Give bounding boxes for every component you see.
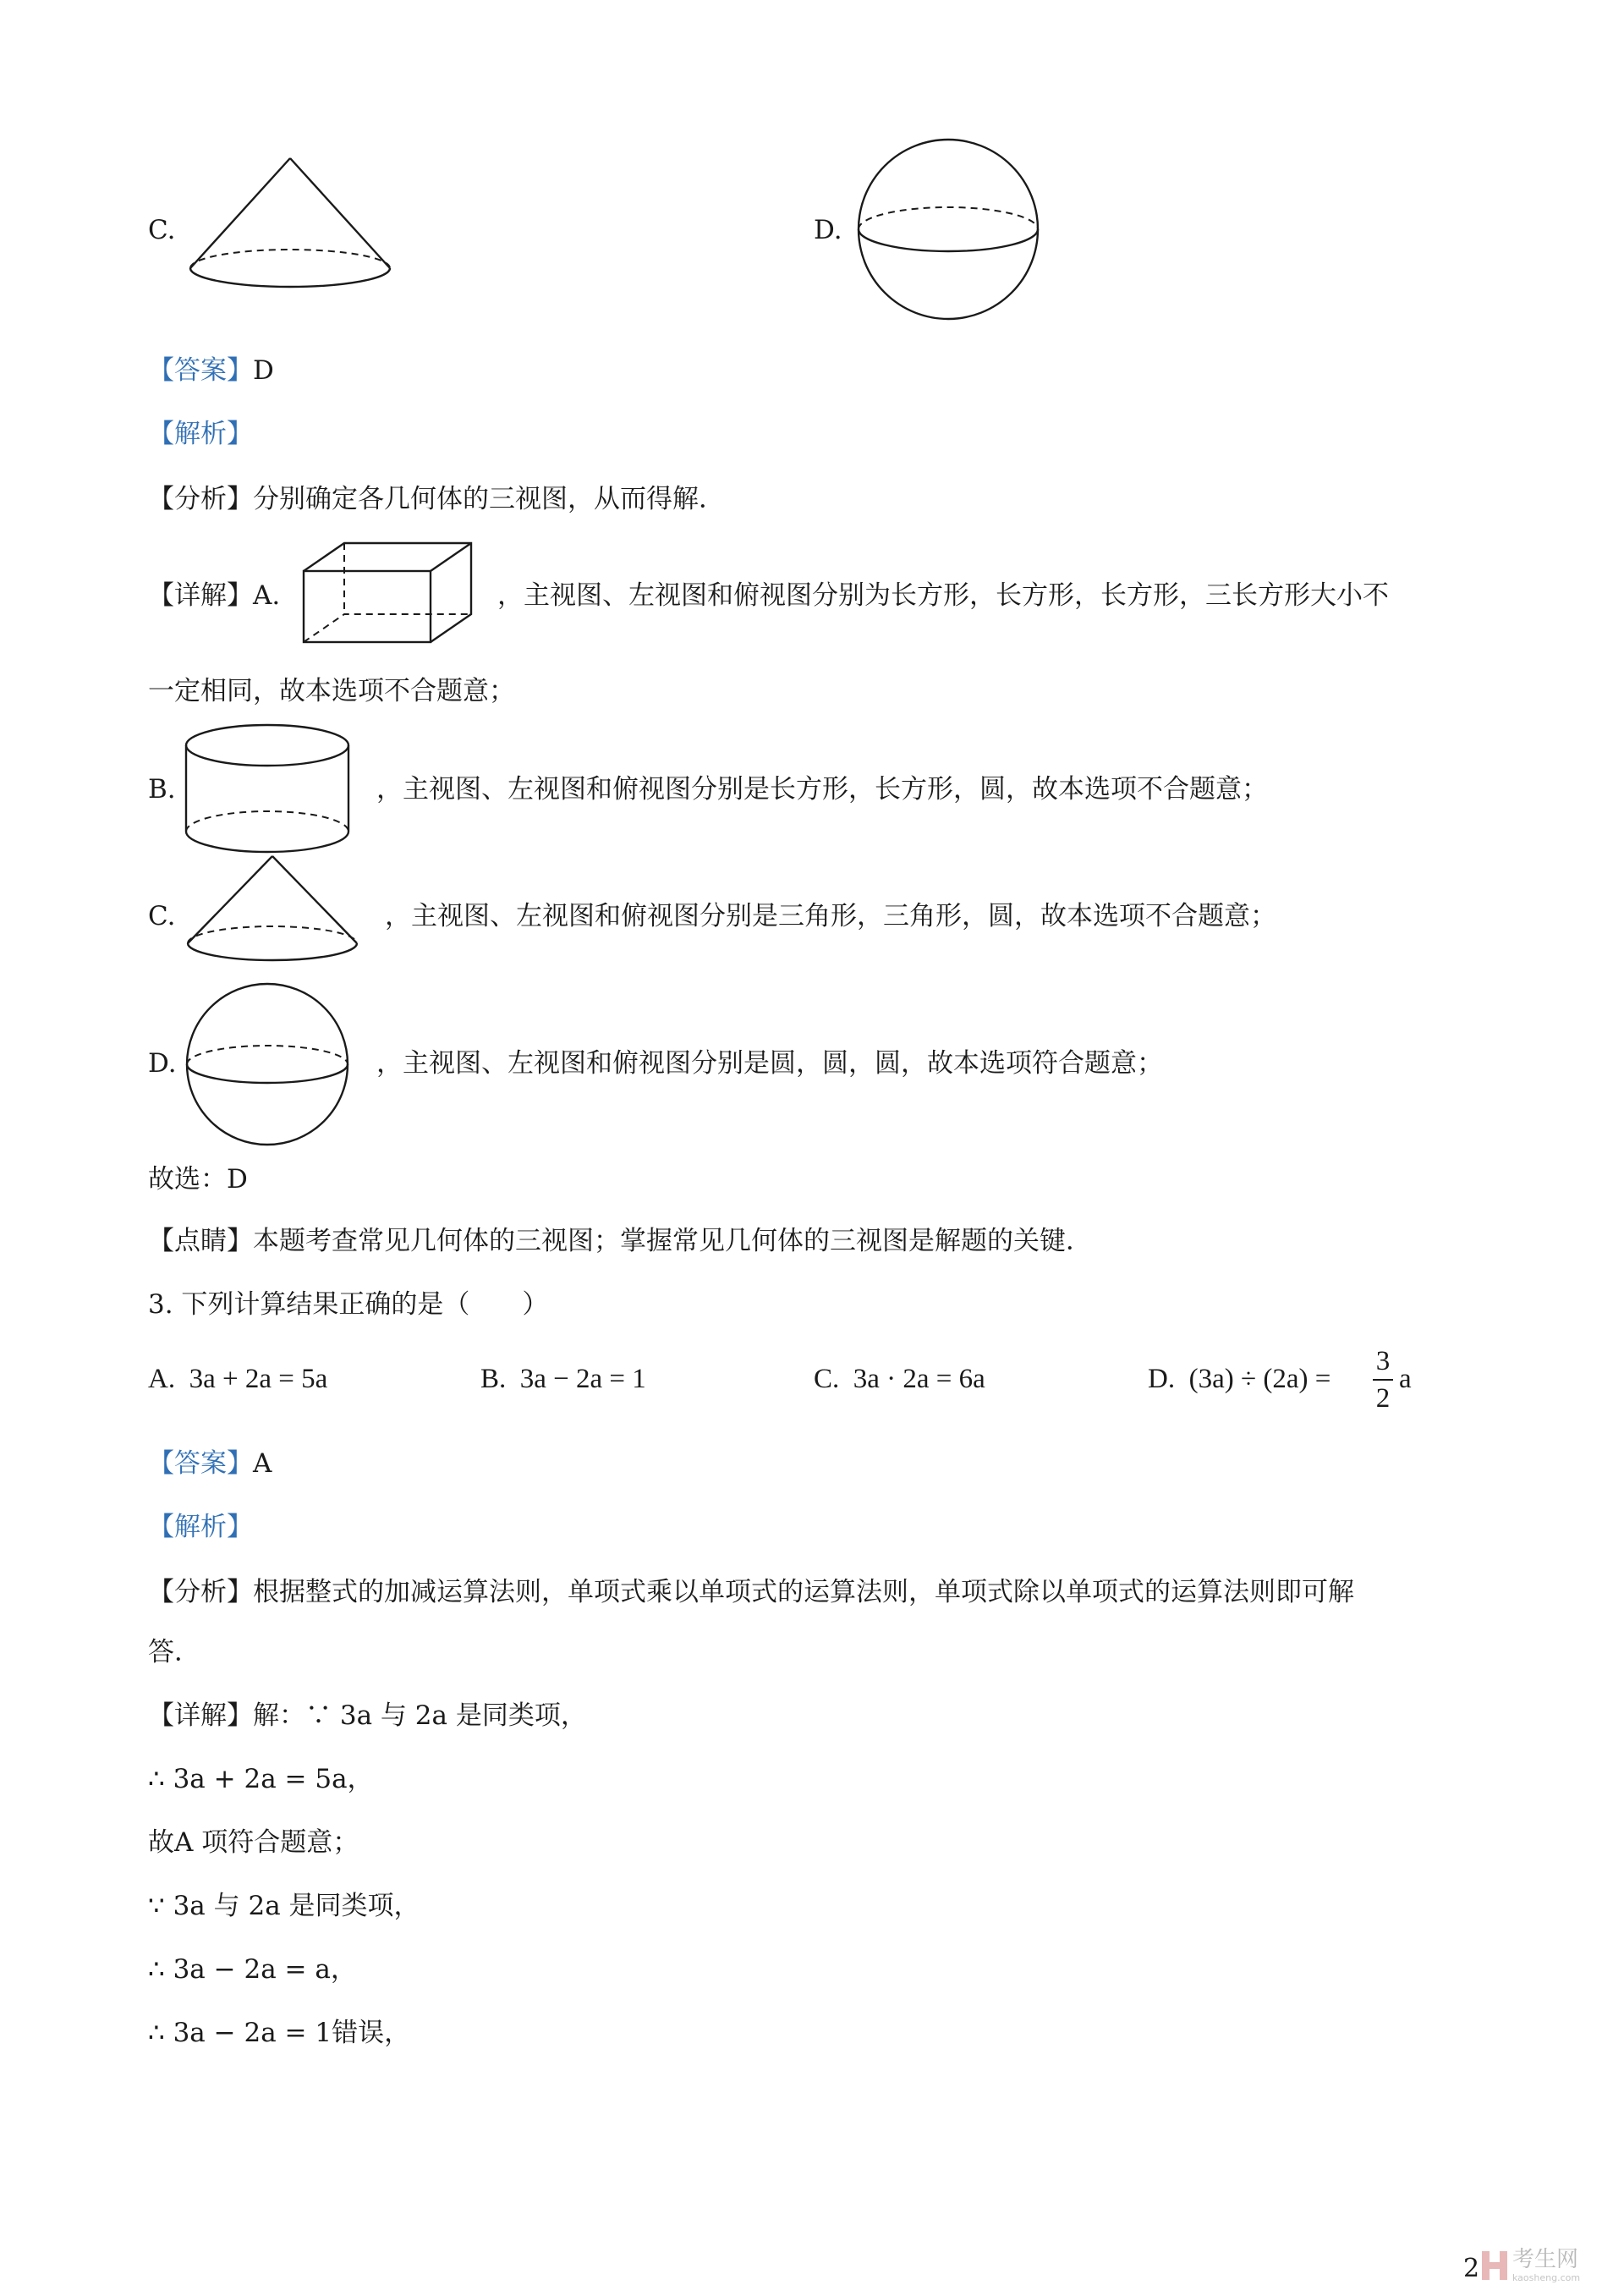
- q3-option-d-expr: (3a) ÷ (2a) =: [1188, 1364, 1331, 1394]
- q3-answer-tag: 【答案】: [148, 1448, 253, 1479]
- q3-line-4: ∵ 3a 与 2a 是同类项，: [148, 1891, 420, 1921]
- fraction-bar: [1373, 1379, 1393, 1381]
- q3-fenxi-text-1: 根据整式的加减运算法则，单项式乘以单项式的运算法则，单项式除以单项式的运算法则即可解: [253, 1577, 1354, 1607]
- q3-fenxi-text-2: 答．: [148, 1637, 200, 1667]
- q3-analysis-tag: 【解析】: [148, 1512, 253, 1542]
- option-a-text-1: ，主视图、左视图和俯视图分别为长方形，长方形，长方形，三长方形大小不: [497, 580, 1389, 611]
- q3-fenxi-line-1: [148, 1575, 1354, 1609]
- q2-dianjing-line: [148, 1224, 1092, 1258]
- option-d-label: D.: [814, 215, 842, 245]
- logo-subtext: kaosheng.com: [1512, 2272, 1581, 2283]
- sphere-figure-small: [184, 981, 354, 1151]
- option-a-text-2: 一定相同，故本选项不合题意；: [148, 676, 515, 706]
- q2-guxuan: 故选：D: [148, 1164, 248, 1195]
- fenxi-tag: 【分析】: [148, 484, 253, 514]
- answer-value: D: [253, 355, 274, 386]
- q3-option-b-label: B.: [480, 1364, 507, 1394]
- q3-line-1: 解：∵ 3a 与 2a 是同类项，: [253, 1700, 587, 1731]
- option-c-text: ，主视图、左视图和俯视图分别是三角形，三角形，圆，故本选项不合题意；: [385, 901, 1276, 931]
- site-logo: [1482, 2246, 1617, 2288]
- logo-text: 考生网: [1512, 2247, 1579, 2272]
- q3-answer-value: A: [253, 1448, 272, 1479]
- q3-option-c-label: C.: [814, 1364, 840, 1394]
- cylinder-figure: [184, 723, 354, 859]
- xiangjie-tag: 【详解】: [148, 580, 253, 611]
- dianjing-text: 本题考查常见几何体的三视图；掌握常见几何体的三视图是解题的关键．: [253, 1226, 1092, 1256]
- q3-option-c-expr: 3a · 2a = 6a: [853, 1364, 985, 1394]
- logo-mark-icon: [1482, 2251, 1507, 2280]
- page-number: 2: [1463, 2254, 1480, 2283]
- q3-option-c: [814, 1362, 985, 1396]
- q3-answer-line: [148, 1447, 272, 1480]
- option-b-label: B.: [148, 774, 176, 805]
- fenxi-text: 分别确定各几何体的三视图，从而得解．: [253, 484, 725, 514]
- q2-answer-line: [148, 354, 274, 387]
- dianjing-tag: 【点睛】: [148, 1226, 253, 1256]
- q3-stem: 3. 下列计算结果正确的是（ ）: [148, 1289, 549, 1320]
- q3-option-b: [480, 1362, 646, 1396]
- q3-option-d-tail: a: [1399, 1364, 1412, 1394]
- q3-line-5: ∴ 3a − 2a = a，: [148, 1954, 357, 1985]
- q3-line-3: 故A 项符合题意；: [148, 1827, 359, 1858]
- option-c-detail-label: C.: [148, 901, 176, 931]
- q3-option-a-label: A.: [148, 1364, 176, 1394]
- q2-fenxi-line: [148, 482, 725, 516]
- q3-option-b-expr: 3a − 2a = 1: [519, 1364, 646, 1394]
- sphere-figure: [856, 137, 1040, 321]
- q3-xiangjie-tag: 【详解】: [148, 1700, 253, 1731]
- cone-figure-small: [184, 854, 362, 973]
- option-d-detail-label: D.: [148, 1048, 177, 1079]
- q3-option-a: [148, 1362, 327, 1396]
- q3-line-2: ∴ 3a + 2a = 5a，: [148, 1764, 374, 1794]
- q3-option-a-expr: 3a + 2a = 5a: [189, 1364, 328, 1394]
- option-a-label: A.: [253, 580, 281, 611]
- q3-option-d: [1148, 1362, 1330, 1396]
- q3-detail-line-1: [148, 1699, 587, 1733]
- fraction-denominator: 2: [1375, 1383, 1391, 1414]
- q3-line-6: ∴ 3a − 2a = 1错误，: [148, 2018, 411, 2048]
- cuboid-figure: [302, 541, 480, 647]
- q2-analysis-tag: 【解析】: [148, 419, 253, 449]
- cone-figure: [182, 157, 393, 300]
- q3-fenxi-tag: 【分析】: [148, 1577, 253, 1607]
- option-b-text: ，主视图、左视图和俯视图分别是长方形，长方形，圆，故本选项不合题意；: [376, 774, 1268, 805]
- q3-option-d-label: D.: [1148, 1364, 1176, 1394]
- fraction-numerator: 3: [1375, 1346, 1391, 1376]
- q2-detail-a: [148, 579, 280, 612]
- option-c-label: C.: [148, 215, 176, 245]
- answer-tag: 【答案】: [148, 355, 253, 386]
- option-d-text: ，主视图、左视图和俯视图分别是圆，圆，圆，故本选项符合题意；: [376, 1048, 1163, 1079]
